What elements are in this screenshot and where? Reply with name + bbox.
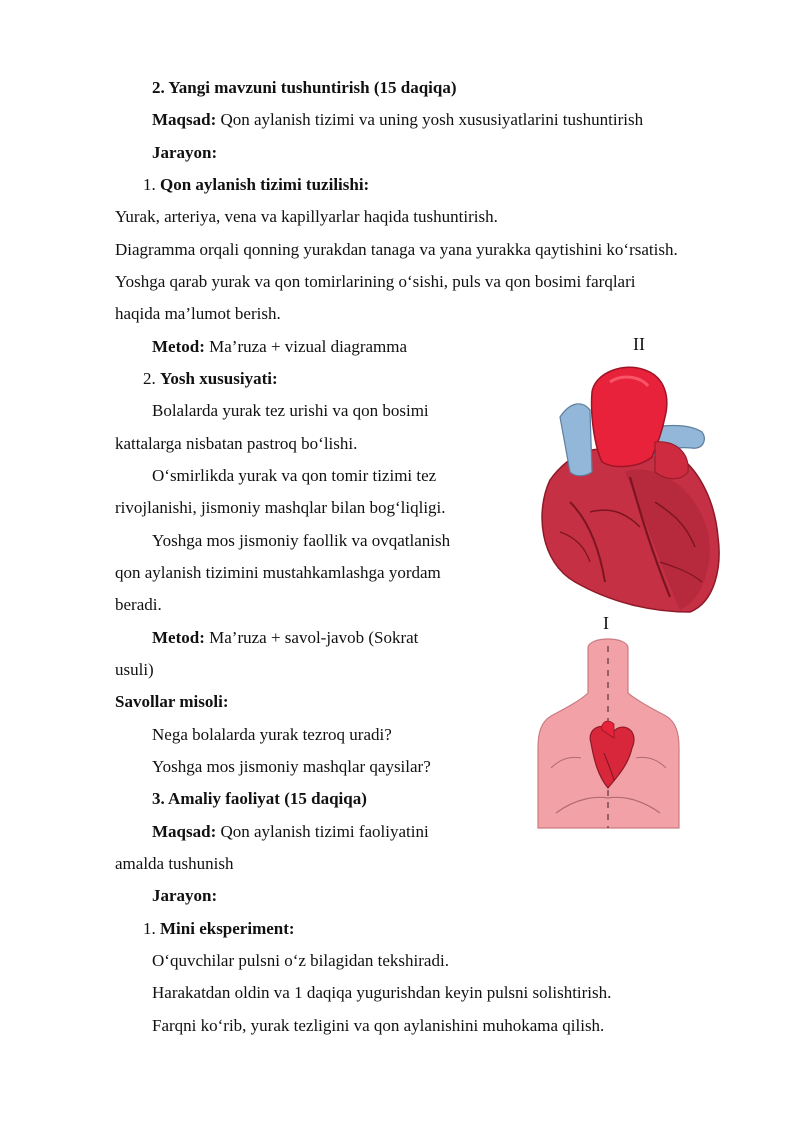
heart-illustration xyxy=(530,362,725,617)
figure-label-bottom: I xyxy=(603,613,609,633)
age-method: Metod: Ma’ruza + savol-javob (Sokrat xyxy=(152,628,419,647)
section2-process-label: Jarayon: xyxy=(152,143,218,162)
age-line-7: beradi. xyxy=(115,595,162,614)
age-line-3: O‘smirlikda yurak va qon tomir tizimi tez xyxy=(152,466,437,485)
experiment-line-1: O‘quvchilar pulsni o‘z bilagidan tekshiradi. xyxy=(152,951,449,970)
question-2: Yoshga mos jismoniy mashqlar qaysilar? xyxy=(152,757,431,776)
structure-method: Metod: Ma’ruza + vizual diagramma xyxy=(152,337,408,356)
figure-label-top: II xyxy=(633,334,645,354)
experiment-heading: 1. Mini eksperiment: xyxy=(143,919,295,938)
section2-heading: 2. Yangi mavzuni tushuntirish (15 daqiqa) xyxy=(152,78,457,97)
section3-goal-cont: amalda tushunish xyxy=(115,854,234,873)
structure-line-2: Diagramma orqali qonning yurakdan tanaga va yana yurakka qaytishini ko‘rsatish. xyxy=(115,240,678,259)
age-line-6: qon aylanish tizimini mustahkamlashga yordam xyxy=(115,563,441,582)
structure-line-4: haqida ma’lumot berish. xyxy=(115,304,281,323)
age-line-5: Yoshga mos jismoniy faollik va ovqatlanish xyxy=(152,531,451,550)
torso-illustration xyxy=(536,638,681,830)
question-1: Nega bolalarda yurak tezroq uradi? xyxy=(152,725,392,744)
experiment-line-3: Farqni ko‘rib, yurak tezligini va qon aylanishini muhokama qilish. xyxy=(152,1016,605,1035)
structure-line-3: Yoshga qarab yurak va qon tomirlarining o‘sishi, puls va qon bosimi farqlari xyxy=(115,272,636,291)
age-line-4: rivojlanishi, jismoniy mashqlar bilan bog‘liqligi. xyxy=(115,498,446,517)
experiment-line-2: Harakatdan oldin va 1 daqiqa yugurishdan keyin pulsni solishtirish. xyxy=(152,983,612,1002)
age-line-1: Bolalarda yurak tez urishi va qon bosimi xyxy=(152,401,429,420)
section3-process-label: Jarayon: xyxy=(152,886,218,905)
age-line-2: kattalarga nisbatan pastroq bo‘lishi. xyxy=(115,434,358,453)
section3-heading: 3. Amaliy faoliyat (15 daqiqa) xyxy=(152,789,367,808)
age-method-cont: usuli) xyxy=(115,660,154,679)
structure-heading: 1. Qon aylanish tizimi tuzilishi: xyxy=(143,175,370,194)
structure-line-1: Yurak, arteriya, vena va kapillyarlar haqida tushuntirish. xyxy=(115,207,498,226)
age-heading: 2. Yosh xususiyati: xyxy=(143,369,278,388)
section2-goal: Maqsad: Qon aylanish tizimi va uning yosh xususiyatlarini tushuntirish xyxy=(152,110,644,129)
section3-goal: Maqsad: Qon aylanish tizimi faoliyatini xyxy=(152,822,429,841)
questions-label: Savollar misoli: xyxy=(115,692,229,711)
